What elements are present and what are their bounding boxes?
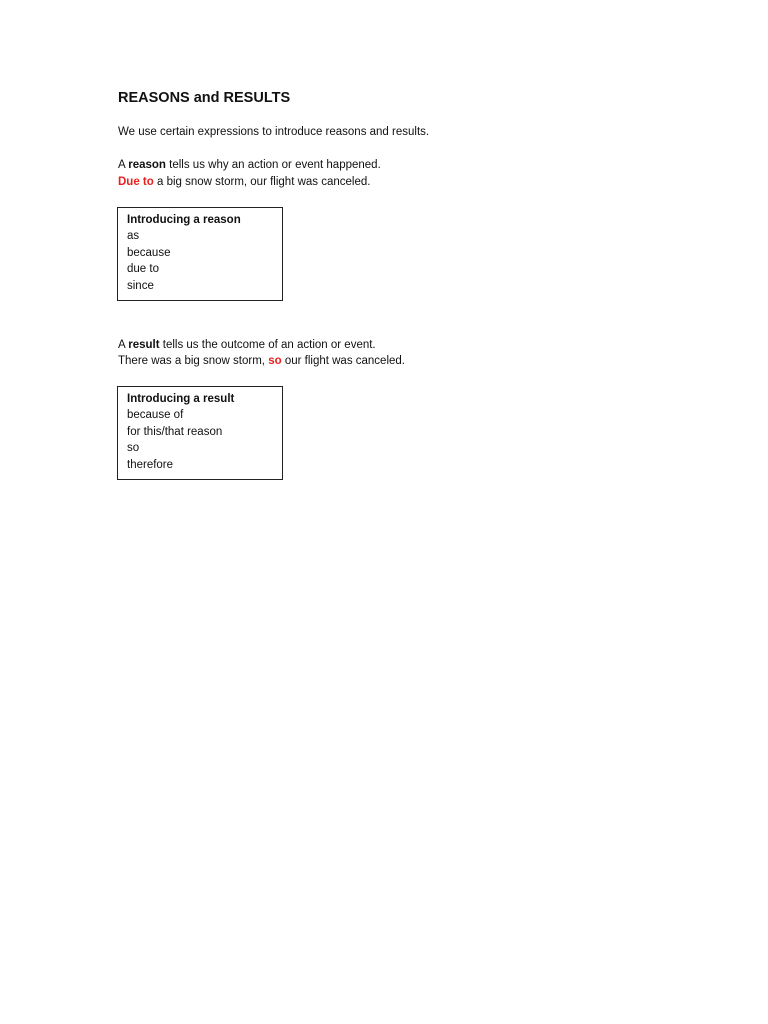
result-definition-rest: tells us the outcome of an action or event. [159, 339, 376, 351]
page-title: REASONS and RESULTS [118, 90, 291, 106]
result-box-heading: Introducing a result [127, 393, 235, 405]
reason-definition [118, 158, 381, 173]
reason-example-highlight: Due to [118, 176, 154, 188]
reason-box-item: because [127, 246, 171, 259]
result-example-before: There was a big snow storm, [118, 355, 269, 367]
result-example-rest: our flight was canceled. [281, 355, 405, 367]
result-box-item: for this/that reason [127, 425, 223, 438]
result-definition [118, 338, 376, 353]
reason-example [118, 175, 370, 190]
result-example-highlight: so [268, 355, 282, 367]
reason-box-heading: Introducing a reason [127, 214, 241, 226]
reason-term: reason [128, 159, 166, 171]
result-box-item: so [127, 442, 140, 455]
result-box-item: because of [127, 409, 184, 422]
reason-box-item: due to [127, 263, 159, 276]
reason-expressions-box [117, 207, 283, 301]
reason-box-item: as [127, 230, 140, 243]
intro-text: We use certain expressions to introduce reasons and results. [118, 126, 430, 138]
result-box-item: therefore [127, 458, 174, 471]
reason-definition-prefix: A [118, 159, 129, 171]
result-example [118, 354, 405, 369]
reason-definition-rest: tells us why an action or event happened. [165, 159, 381, 171]
reason-example-rest: a big snow storm, our flight was canceled. [153, 176, 371, 188]
result-term: result [128, 339, 160, 351]
reason-box-item: since [127, 279, 154, 292]
result-definition-prefix: A [118, 339, 129, 351]
result-expressions-box [117, 386, 283, 480]
